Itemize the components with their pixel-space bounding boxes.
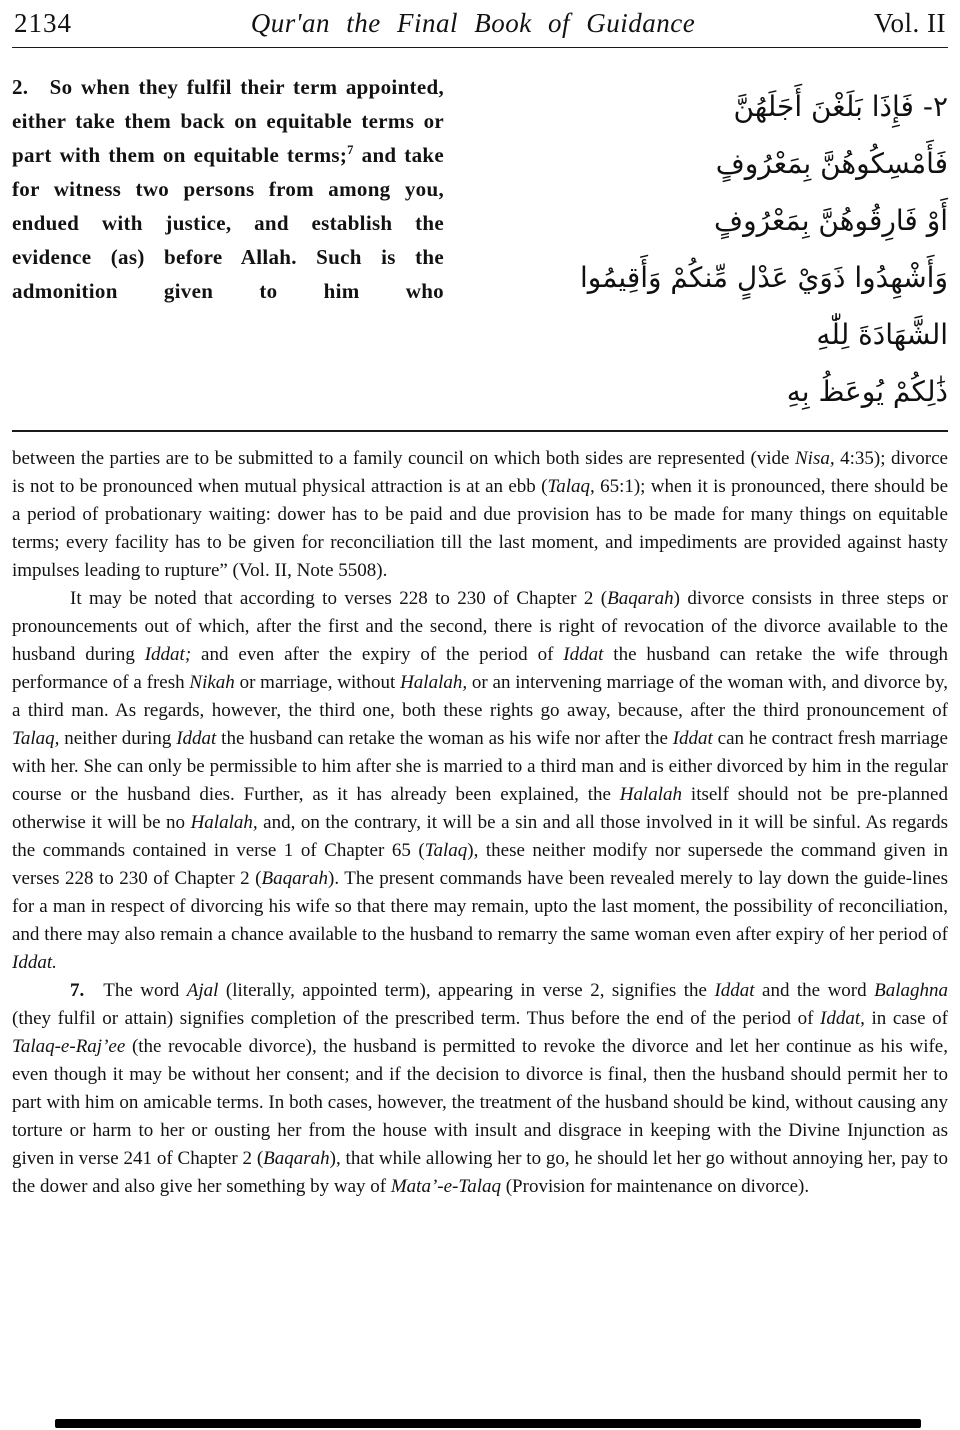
text-run: Nisa, [795,448,835,469]
text-run: 7 [347,143,354,157]
text-run: Iddat; [144,644,192,665]
text-run: Talaq [424,840,468,861]
text-run: 65:1); when it is pronounced, there should be a period of probationary waiting: dower has to be paid and due provision has to be made for many things on equitable terms; every facility has to be given for reconciliation till the last moment, and impediments are provided against hasty impulses leading to rupture” (Vol. II, Note 5508). [12,476,949,581]
volume-label: Vol. II [873,8,946,38]
text-run: 4:35); divorce is not to be pronounced when mutual physical attraction is at an ebb ( [12,448,948,497]
commentary-section [12,432,948,1201]
text-run: and take for witness two persons from among you, endued with justice, and establish the evidence (as) before Allah. Such is the admonition given to him who [12,143,444,303]
arabic-verse-line: ٢- فَإِذَا بَلَغْنَ أَجَلَهُنَّ [733,90,948,123]
text-run: Iddat [714,980,755,1001]
text-run: Mata’-e-Talaq [390,1176,501,1197]
text-run: Iddat, [820,1008,865,1029]
text-run: The word [84,980,187,1001]
text-run: Halalah, [400,672,468,693]
text-run: ) divorce consists in three steps or pronouncements out of which, after the first and the second, there is right of revocation of the divorce available to the husband during [12,588,948,665]
text-run: Talaq, [12,728,60,749]
text-run: 7. [70,980,85,1001]
page-number: 2134 [14,8,72,38]
text-run: (they fulfil or attain) signifies completion of the prescribed term. Thus before the end of the period of [12,1008,821,1029]
arabic-verse-line: وَأَشْهِدُوا ذَوَيْ عَدْلٍ مِّنكُمْ وَأَقِيمُوا [579,261,948,294]
scan-artifact-bar [55,1419,921,1428]
text-run: between the parties are to be submitted to a family council on which both sides are represented (vide [12,448,795,469]
text-run: neither during [59,728,177,749]
text-run: (literally, appointed term), appearing in verse 2, signifies the [218,980,715,1001]
verse-english-translation [12,70,444,420]
text-run: Baqarah [607,588,674,609]
text-run: Iddat. [12,952,57,973]
text-run: 2. So when they fulfil their term appointed, either take them back on equitable terms or part with them on equitable terms; [12,75,444,167]
text-run: the husband can retake the woman as his wife nor after the [216,728,673,749]
text-run: ), these neither modify nor supersede the command given in verses 228 to 230 of Chapter 2 ( [12,840,948,889]
text-run: Baqarah [261,868,328,889]
text-run: in case of [864,1008,948,1029]
text-run: ), that while allowing her to go, he should let her go without annoying her, pay to the dower and also give her something by way of [12,1148,948,1197]
text-run: the husband can retake the wife through performance of a fresh [12,644,949,693]
text-run: Talaq-e-Raj’ee [12,1036,126,1057]
text-run: can he contract fresh marriage with her. She can only be permissible to him after she is married to a third man and is either divorced by him in the regular course or the husband dies. Further, as it has already been explained, the [12,728,948,805]
text-run: Halalah [619,784,683,805]
page-header [12,6,948,47]
arabic-verse-line: فَأَمْسِكُوهُنَّ بِمَعْرُوفٍ [715,147,948,180]
page-title: Qur'an the Final Book of Guidance [250,8,696,38]
text-run: and even after the expiry of the period of [191,644,564,665]
text-run: Balaghna [874,980,948,1001]
text-run: itself should not be pre-planned otherwise it will be no [12,784,948,833]
verse-section [12,48,948,430]
text-run: Baqarah [263,1148,330,1169]
commentary-paragraph [12,977,948,1201]
text-run: Halalah, [190,812,258,833]
text-run: Iddat [563,644,604,665]
text-run: (Provision for maintenance on divorce). [500,1176,810,1197]
verse-arabic-text [540,70,948,420]
text-run: Iddat [672,728,713,749]
commentary-paragraph [12,445,948,585]
arabic-verse-line: أَوْ فَارِقُوهُنَّ بِمَعْرُوفٍ [714,204,948,237]
text-run: and the word [754,980,875,1001]
text-run: or marriage, without [234,672,401,693]
commentary-paragraph [12,585,948,977]
arabic-verse-line: ذَٰلِكُمْ يُوعَظُ بِهِ [786,375,948,408]
text-run: It may be noted that according to verses 228 to 230 of Chapter 2 ( [70,588,608,609]
text-run: or an intervening marriage of the woman with, and divorce by, a third man. As regards, however, the third one, both these rights go away, because, after the third pronouncement of [12,672,948,721]
arabic-verse-line: الشَّهَادَةَ لِلّٰهِ [816,318,948,351]
text-run: and, on the contrary, it will be a sin and all those involved in it will be sinful. As regards the commands contained in verse 1 of Chapter 65 ( [12,812,948,861]
text-run: (the revocable divorce), the husband is permitted to revoke the divorce and let her continue as his wife, even though it may be without her consent; and if the decision to divorce is final, then the husband should permit her to part with him on amicable terms. In both cases, however, the treatment of the husband should be kind, without causing any torture or harm to her or ousting her from the house with insult and disgrace in keeping with the Divine Injunction as given in verse 241 of Chapter 2 ( [12,1036,948,1169]
text-run: Ajal [186,980,219,1001]
text-run: Iddat [176,728,217,749]
text-run: ). The present commands have been revealed merely to lay down the guide-lines for a man in respect of divorcing his wife so that there may remain, upto the last moment, the possibility of reconciliation, and there may also remain a chance available to the husband to remarry the same woman even after expiry of her period of [12,868,948,945]
text-run: Talaq, [547,476,595,497]
text-run: Nikah [189,672,235,693]
